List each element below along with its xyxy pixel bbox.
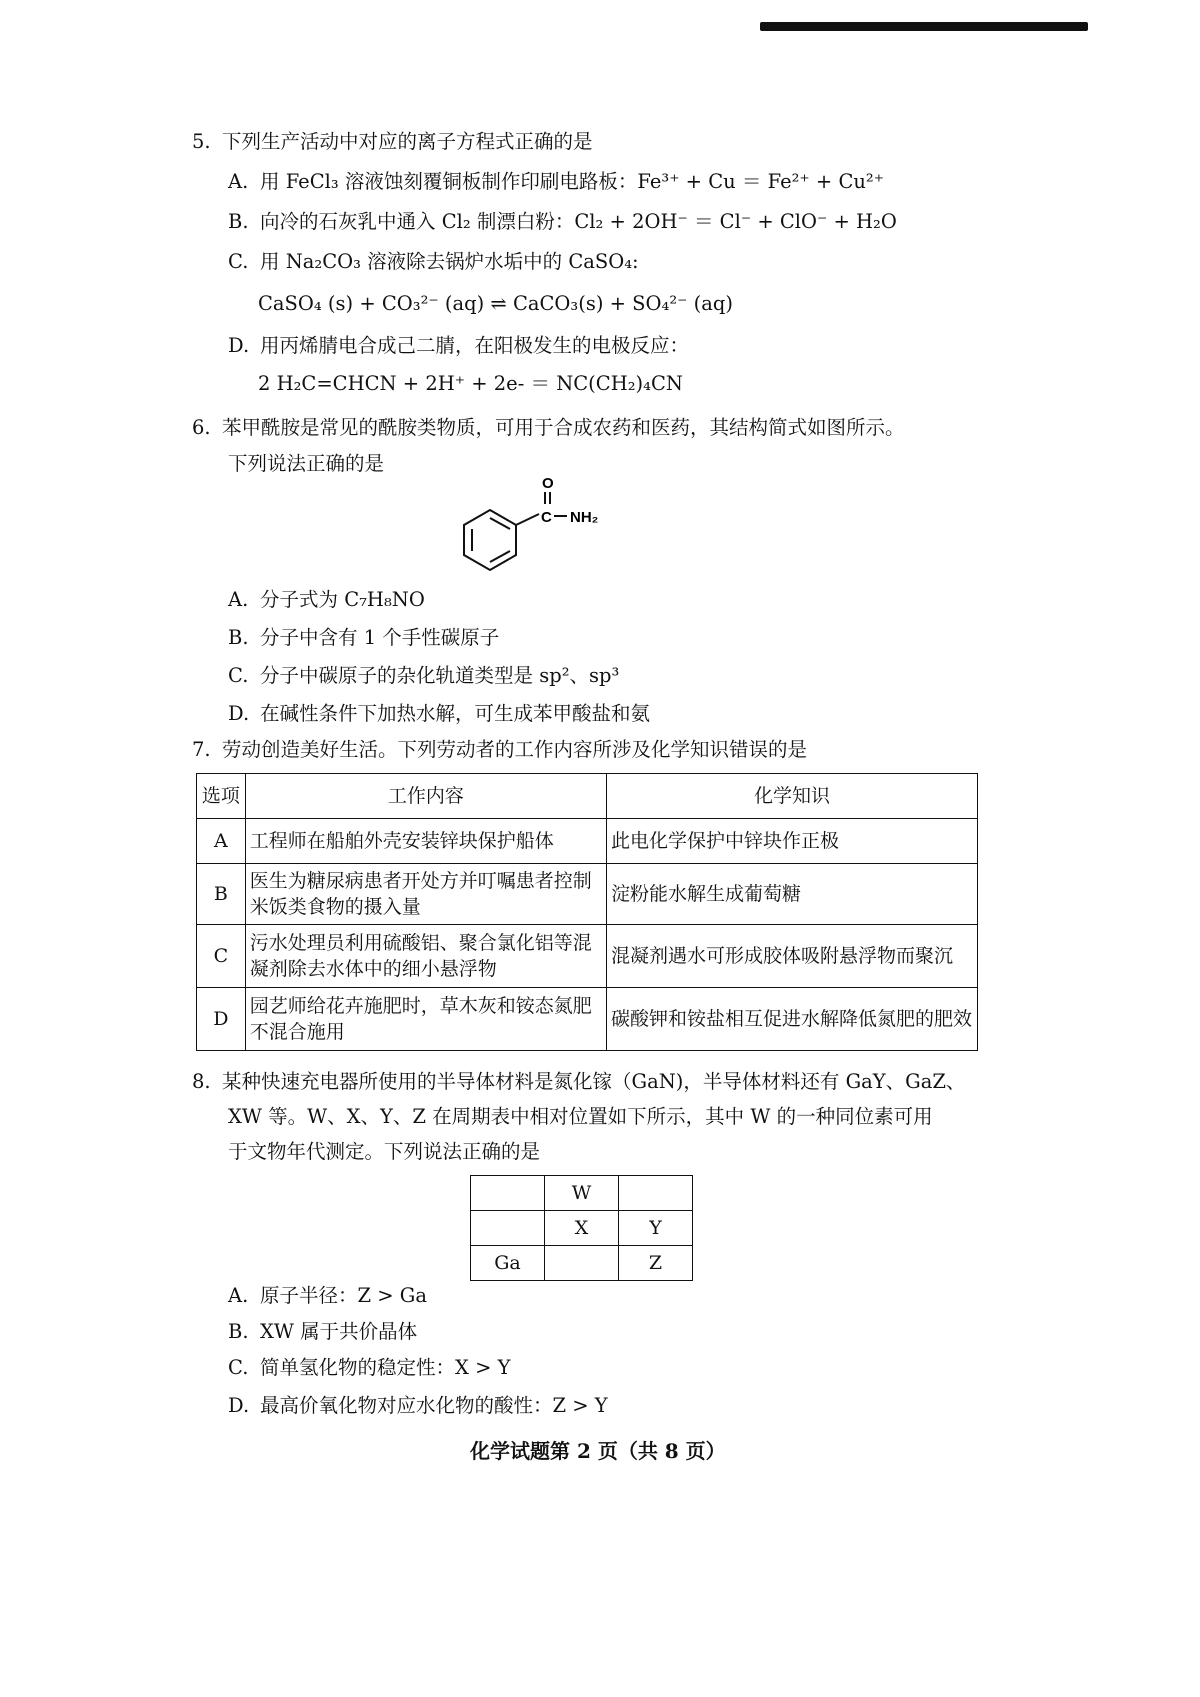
q5-option-d: [228, 332, 689, 360]
q7-stem: [192, 736, 807, 764]
page-footer: 化学试题第 2 页（共 8 页）: [470, 1439, 726, 1463]
grid-cell: [545, 1246, 619, 1281]
option-label: B.: [228, 210, 249, 233]
grid-cell: Y: [619, 1211, 693, 1246]
q5-option-a: [228, 168, 884, 196]
table-row: [197, 819, 978, 864]
q6-number: 6.: [192, 416, 211, 439]
q8-stem-text-3: 于文物年代测定。下列说法正确的是: [228, 1140, 541, 1163]
nh2-label: NH₂: [570, 509, 599, 526]
q8-option-a: [228, 1282, 427, 1310]
row-option: C: [197, 925, 246, 988]
scan-edge-bar: [760, 22, 1088, 31]
carbon-label: C: [541, 509, 552, 526]
q5-option-c: [228, 248, 639, 276]
grid-cell: X: [545, 1211, 619, 1246]
row-option: B: [197, 864, 246, 925]
q6-option-b-text: 分子中含有 1 个手性碳原子: [260, 626, 500, 649]
q5-option-c-text: 用 Na₂CO₃ 溶液除去锅炉水垢中的 CaSO₄:: [260, 250, 639, 273]
option-label: C.: [228, 1356, 249, 1379]
row-work-content: 工程师在船舶外壳安装锌块保护船体: [245, 819, 606, 864]
row-chem-knowledge: 混凝剂遇水可形成胶体吸附悬浮物而聚沉: [607, 925, 978, 988]
row-work-content: 污水处理员利用硫酸铝、聚合氯化铝等混凝剂除去水体中的细小悬浮物: [245, 925, 606, 988]
option-label: C.: [228, 250, 249, 273]
q5-option-b: [228, 208, 897, 236]
q5-option-a-text: 用 FeCl₃ 溶液蚀刻覆铜板制作印刷电路板：Fe³⁺ + Cu ＝ Fe²⁺ + Cu²⁺: [260, 170, 885, 193]
oxygen-label: O: [542, 475, 554, 492]
option-label: D.: [228, 1394, 250, 1417]
q6-option-d-text: 在碱性条件下加热水解，可生成苯甲酸盐和氨: [260, 702, 651, 725]
q8-stem-text-2: XW 等。W、X、Y、Z 在周期表中相对位置如下所示，其中 W 的一种同位素可用: [228, 1105, 933, 1128]
row-work-content: 医生为糖尿病患者开处方并叮嘱患者控制米饭类食物的摄入量: [245, 864, 606, 925]
q8-option-a-text: 原子半径：Z > Ga: [260, 1284, 427, 1307]
q5-option-b-text: 向冷的石灰乳中通入 Cl₂ 制漂白粉：Cl₂ + 2OH⁻ ＝ Cl⁻ + ClO⁻ + H₂O: [260, 210, 897, 233]
table-header-row: [197, 774, 978, 819]
row-chem-knowledge: 碳酸钾和铵盐相互促进水解降低氮肥的肥效: [607, 988, 978, 1051]
q8-option-b: [228, 1318, 417, 1346]
ring-to-carbonyl-bond: [516, 514, 539, 525]
option-label: B.: [228, 1320, 249, 1343]
q7-number: 7.: [192, 738, 211, 761]
q6-option-d: [228, 700, 650, 728]
option-label: C.: [228, 664, 249, 687]
table-row: [471, 1246, 693, 1281]
q6-option-b: [228, 624, 499, 652]
option-label: A.: [228, 588, 249, 611]
option-label: A.: [228, 170, 249, 193]
row-chem-knowledge: 此电化学保护中锌块作正极: [607, 819, 978, 864]
row-option: D: [197, 988, 246, 1051]
q6-option-a: [228, 586, 425, 614]
header-work-content: 工作内容: [245, 774, 606, 819]
table-row: [197, 925, 978, 988]
q6-stem: [192, 414, 905, 442]
header-chem-knowledge: 化学知识: [607, 774, 978, 819]
q8-option-b-text: XW 属于共价晶体: [260, 1320, 418, 1343]
q6-option-c: [228, 662, 619, 690]
header-option: 选项: [197, 774, 246, 819]
q5-stem-text: 下列生产活动中对应的离子方程式正确的是: [222, 130, 593, 153]
q8-option-d-text: 最高价氧化物对应水化物的酸性：Z > Y: [260, 1394, 608, 1417]
benzamide-structure-diagram: [450, 472, 640, 582]
q5-option-d-text: 用丙烯腈电合成己二腈，在阳极发生的电极反应：: [260, 334, 690, 357]
q8-stem-text-1: 某种快速充电器所使用的半导体材料是氮化镓（GaN)，半导体材料还有 GaY、GaZ、: [222, 1070, 966, 1093]
q5-option-d-equation: 2 H₂C=CHCN + 2H⁺ + 2e- ＝ NC(CH₂)₄CN: [258, 372, 683, 395]
q6-option-c-text: 分子中碳原子的杂化轨道类型是 sp²、sp³: [260, 664, 620, 687]
q8-option-d: [228, 1392, 608, 1420]
q5-number: 5.: [192, 130, 211, 153]
periodic-position-table: [470, 1175, 693, 1281]
q8-option-c: [228, 1354, 511, 1382]
table-row: [471, 1211, 693, 1246]
q8-stem: [192, 1068, 965, 1096]
grid-cell: Z: [619, 1246, 693, 1281]
q5-option-c-equation: CaSO₄ (s) + CO₃²⁻ (aq) ⇌ CaCO₃(s) + SO₄²⁻ (aq): [258, 292, 733, 315]
q8-option-c-text: 简单氢化物的稳定性：X > Y: [260, 1356, 511, 1379]
table-row: [471, 1176, 693, 1211]
q6-option-a-text: 分子式为 C₇H₈NO: [260, 588, 425, 611]
q6-stem-text-2: 下列说法正确的是: [228, 452, 385, 475]
q6-stem-text-1: 苯甲酰胺是常见的酰胺类物质，可用于合成农药和医药，其结构简式如图所示。: [222, 416, 905, 439]
option-label: B.: [228, 626, 249, 649]
grid-cell: [471, 1176, 545, 1211]
q5-stem: [192, 128, 593, 156]
row-option: A: [197, 819, 246, 864]
q8-number: 8.: [192, 1070, 211, 1093]
q7-stem-text: 劳动创造美好生活。下列劳动者的工作内容所涉及化学知识错误的是: [222, 738, 808, 761]
option-label: A.: [228, 1284, 249, 1307]
table-row: [197, 988, 978, 1051]
grid-cell: [471, 1211, 545, 1246]
grid-cell: W: [545, 1176, 619, 1211]
row-chem-knowledge: 淀粉能水解生成葡萄糖: [607, 864, 978, 925]
option-label: D.: [228, 334, 250, 357]
q7-table: [196, 773, 978, 1051]
grid-cell: [619, 1176, 693, 1211]
row-work-content: 园艺师给花卉施肥时，草木灰和铵态氮肥不混合施用: [245, 988, 606, 1051]
option-label: D.: [228, 702, 250, 725]
table-row: [197, 864, 978, 925]
grid-cell: Ga: [471, 1246, 545, 1281]
